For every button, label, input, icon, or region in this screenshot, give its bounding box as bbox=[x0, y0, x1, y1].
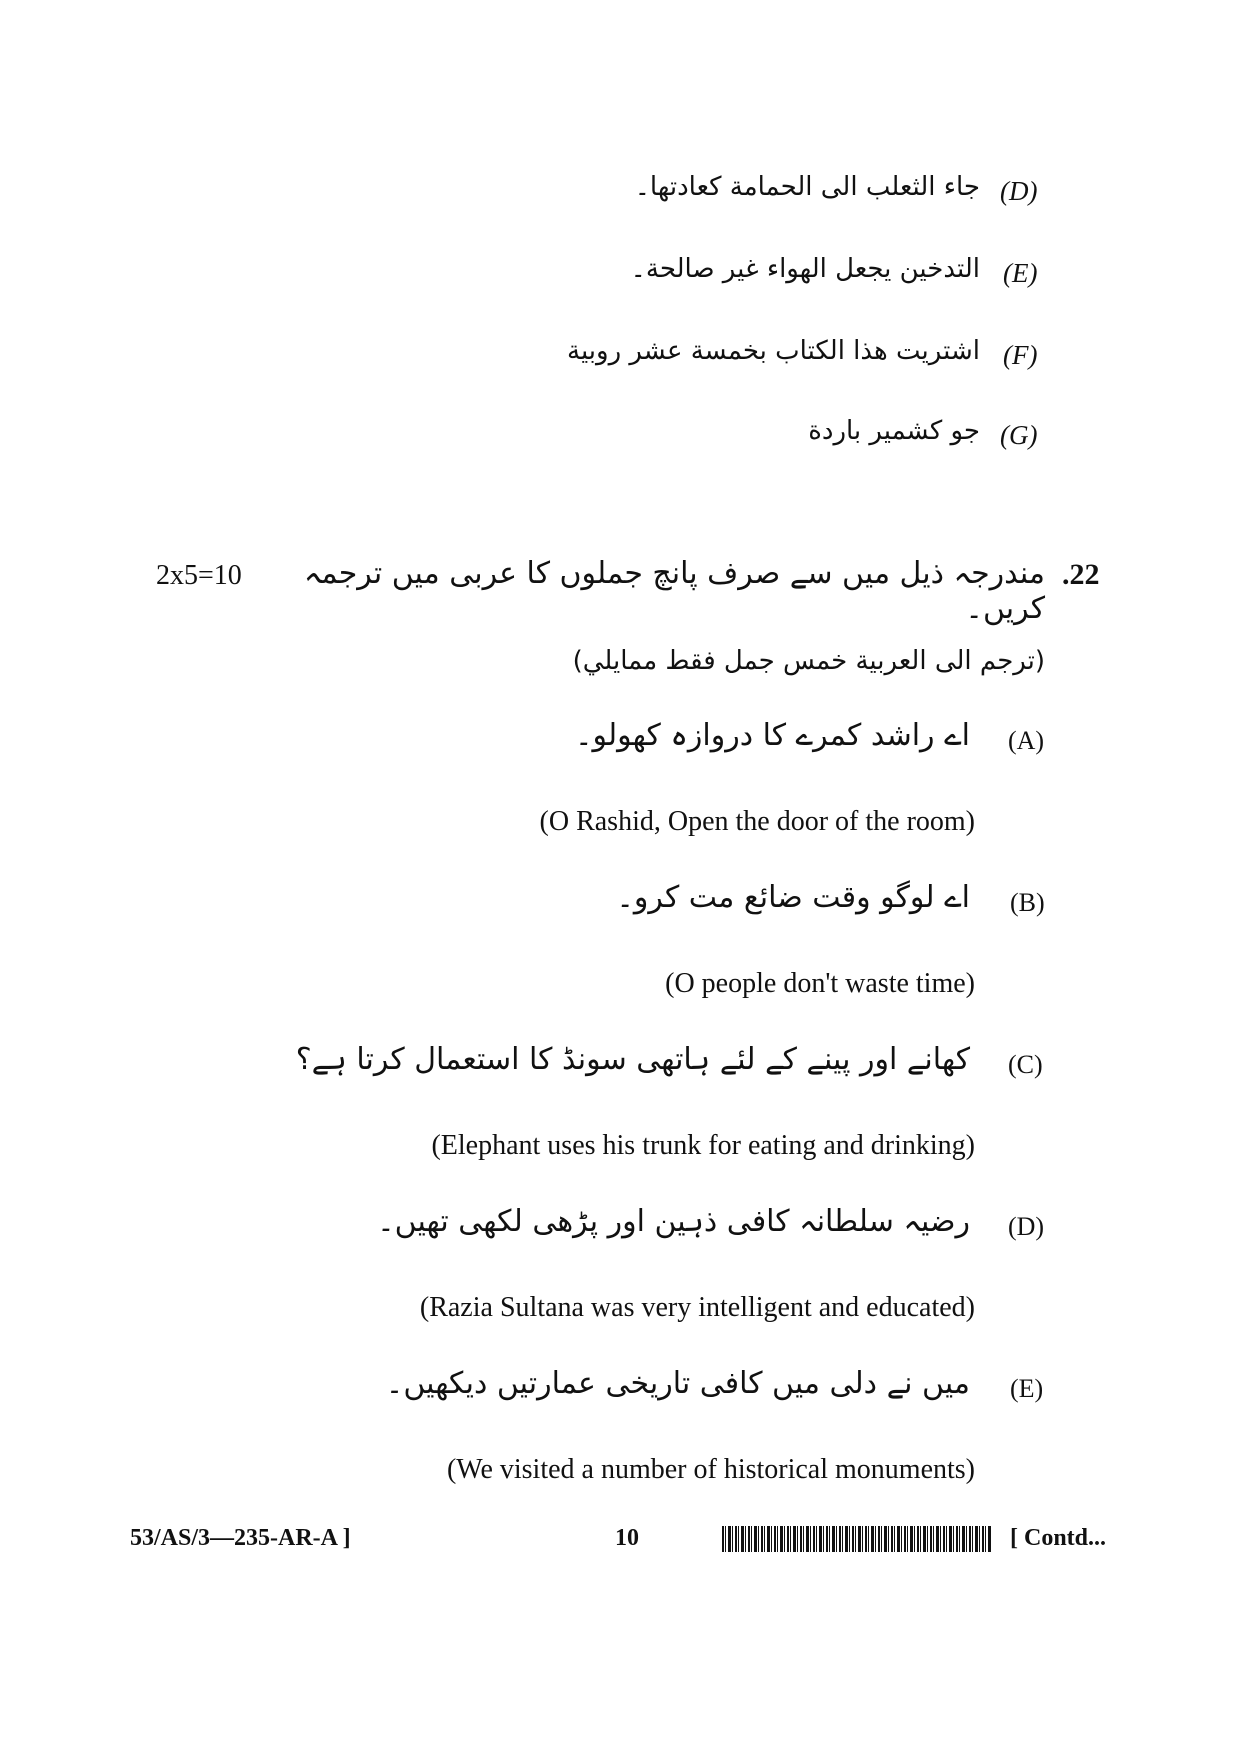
item-label: (G) bbox=[1000, 420, 1038, 450]
item-label: (A) bbox=[1008, 726, 1045, 755]
arabic-sentence: اشتريت هذا الكتاب بخمسة عشر روبية bbox=[567, 336, 980, 366]
english-translation: (Elephant uses his trunk for eating and drinking) bbox=[431, 1130, 975, 1161]
item-label: (B) bbox=[1010, 888, 1045, 917]
urdu-sentence: اے راشد کمرے کا دروازہ کھولو۔ bbox=[574, 718, 970, 753]
barcode bbox=[722, 1526, 992, 1552]
page-number: 10 bbox=[615, 1525, 639, 1551]
item-label: (E) bbox=[1010, 1374, 1044, 1403]
arabic-sentence: جاء الثعلب الى الحمامة كعادتها۔ bbox=[634, 172, 980, 202]
item-label: (D) bbox=[1000, 176, 1038, 206]
paper-code: 53/AS/3—235-AR-A ] bbox=[130, 1525, 351, 1551]
english-translation: (O people don't waste time) bbox=[665, 968, 975, 999]
urdu-sentence: کھانے اور پینے کے لئے ہاتھی سونڈ کا استعمال کرتا ہے؟ bbox=[295, 1042, 970, 1077]
english-translation: (Razia Sultana was very intelligent and educated) bbox=[419, 1292, 975, 1323]
urdu-sentence: میں نے دلی میں کافی تاریخی عمارتیں دیکھیں۔ bbox=[385, 1366, 970, 1401]
urdu-sentence: اے لوگو وقت ضائع مت کرو۔ bbox=[616, 880, 970, 915]
question-text: مندرجہ ذیل میں سے صرف پانچ جملوں کا عربی میں ترجمہ کریں۔ bbox=[303, 556, 1045, 626]
item-label: (E) bbox=[1003, 258, 1038, 288]
question-marks: 2x5=10 bbox=[156, 560, 242, 591]
continued-label: [ Contd... bbox=[1010, 1525, 1107, 1551]
arabic-instruction: (ترجم الى العربية خمس جمل فقط ممايلي) bbox=[572, 646, 1045, 676]
item-label: (C) bbox=[1008, 1050, 1043, 1079]
english-translation: (O Rashid, Open the door of the room) bbox=[539, 806, 975, 837]
item-label: (D) bbox=[1008, 1212, 1045, 1241]
arabic-sentence: جو كشمير باردة bbox=[808, 416, 980, 446]
arabic-sentence: التدخين يجعل الهواء غير صالحة۔ bbox=[630, 254, 980, 284]
urdu-sentence: رضیہ سلطانہ کافی ذہین اور پڑھی لکھی تھیں۔ bbox=[377, 1204, 970, 1239]
question-number: .22 bbox=[1062, 558, 1100, 591]
item-label: (F) bbox=[1003, 340, 1038, 370]
english-translation: (We visited a number of historical monuments) bbox=[446, 1454, 975, 1485]
